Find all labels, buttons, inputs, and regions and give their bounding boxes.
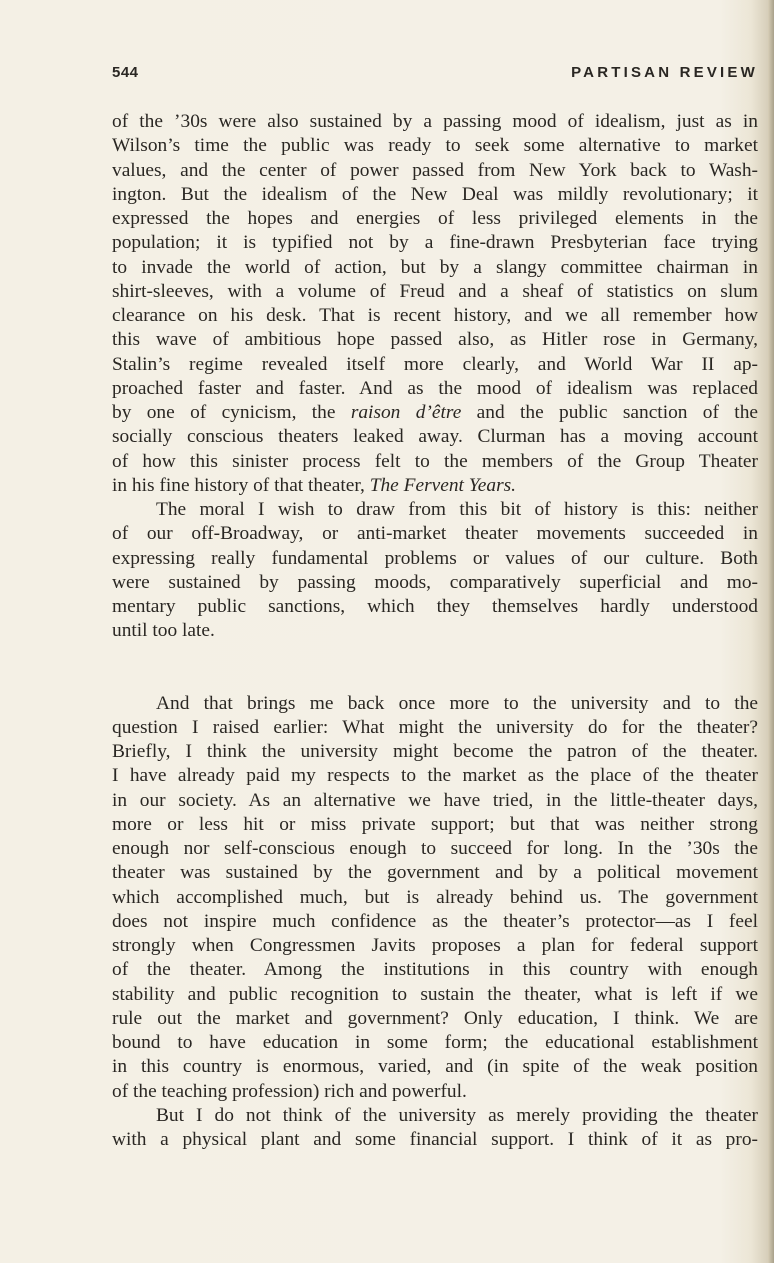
text-line: The moral I wish to draw from this bit of history is this: neither bbox=[156, 499, 758, 520]
text-line: of the teaching profession) rich and powerful. bbox=[112, 1080, 467, 1102]
text-line: I have already paid my respects to the market as the place of the theater bbox=[112, 765, 758, 787]
body-text bbox=[112, 110, 758, 1152]
page-number: 544 bbox=[112, 64, 139, 81]
text-line: mentary public sanctions, which they themselves hardly understood bbox=[112, 596, 758, 617]
paragraph-3 bbox=[112, 692, 758, 1104]
text-run: in his fine history of that theater, bbox=[112, 474, 370, 496]
text-line: Wilson’s time the public was ready to seek some alternative to market bbox=[112, 135, 758, 157]
text-line: does not inspire much confidence as the theater’s protector—as I feel bbox=[112, 910, 758, 932]
paragraph-4 bbox=[112, 1104, 758, 1153]
text-line: Stalin’s regime revealed itself more clearly, and World War II ap- bbox=[112, 353, 758, 375]
paragraph-1 bbox=[112, 110, 758, 498]
page-header bbox=[112, 64, 758, 88]
text-line: of our off-Broadway, or anti-market theater movements succeeded in bbox=[112, 523, 758, 545]
page-spine-shadow bbox=[768, 0, 774, 1263]
text-line: more or less hit or miss private support; but that was neither strong bbox=[112, 813, 758, 835]
italic-book-title: The Fervent Years. bbox=[369, 474, 517, 496]
text-line: stability and public recognition to sustain the theater, what is left if we bbox=[112, 983, 758, 1005]
text-line: enough nor self-conscious enough to succeed for long. In the ’30s the bbox=[112, 838, 758, 859]
text-line: to invade the world of action, but by a slangy committee chairman in bbox=[112, 256, 758, 278]
text-line: bound to have education in some form; the educational establishment bbox=[112, 1032, 758, 1053]
text-line: But I do not think of the university as merely providing the theater bbox=[156, 1104, 758, 1126]
section-break bbox=[112, 644, 758, 692]
text-run: by one of cynicism, the bbox=[112, 402, 351, 423]
text-line: Briefly, I think the university might become the patron of the theater. bbox=[112, 741, 758, 762]
text-line: expressed the hopes and energies of less privileged elements in the bbox=[112, 208, 758, 229]
text-line: And that brings me back once more to the university and to the bbox=[156, 692, 758, 714]
text-line: values, and the center of power passed from New York back to Wash- bbox=[112, 159, 758, 181]
text-line: until too late. bbox=[112, 620, 215, 642]
text-line: of the theater. Among the institutions in this country with enough bbox=[112, 959, 758, 981]
italic-phrase: raison d’être bbox=[350, 402, 462, 423]
text-line: shirt-sleeves, with a volume of Freud and a sheaf of statistics on slum bbox=[112, 280, 758, 302]
paragraph-2 bbox=[112, 498, 758, 644]
text-line: in our society. As an alternative we have tried, in the little-theater days, bbox=[112, 789, 758, 811]
text-line: strongly when Congressmen Javits proposes a plan for federal support bbox=[112, 935, 758, 956]
text-line bbox=[112, 401, 758, 425]
text-line bbox=[112, 474, 758, 498]
text-line: clearance on his desk. That is recent history, and we all remember how bbox=[112, 305, 758, 326]
text-line: expressing really fundamental problems or values of our culture. Both bbox=[112, 547, 758, 569]
text-line: rule out the market and government? Only education, I think. We are bbox=[112, 1007, 758, 1029]
text-line: proached faster and faster. And as the mood of idealism was replaced bbox=[112, 377, 758, 399]
text-line: theater was sustained by the government and by a political movement bbox=[112, 862, 758, 884]
text-line: socially conscious theaters leaked away. Clurman has a moving account bbox=[112, 426, 758, 448]
text-line: with a physical plant and some financial support. I think of it as pro- bbox=[112, 1129, 758, 1150]
text-line: of how this sinister process felt to the members of the Group Theater bbox=[112, 450, 758, 472]
text-line: which accomplished much, but is already behind us. The government bbox=[112, 886, 758, 908]
text-line: this wave of ambitious hope passed also, as Hitler rose in Germany, bbox=[112, 329, 758, 351]
text-line: in this country is enormous, varied, and (in spite of the weak position bbox=[112, 1056, 758, 1078]
text-line: population; it is typified not by a fine-drawn Presbyterian face trying bbox=[112, 232, 758, 254]
text-line: of the ’30s were also sustained by a passing mood of idealism, just as in bbox=[112, 111, 758, 132]
text-line: were sustained by passing moods, comparatively superficial and mo- bbox=[112, 571, 758, 593]
text-run: and the public sanction of the bbox=[461, 402, 758, 423]
text-line: ington. But the idealism of the New Deal was mildly revolutionary; it bbox=[112, 183, 758, 205]
running-head: PARTISAN REVIEW bbox=[571, 64, 758, 81]
text-line: question I raised earlier: What might the university do for the theater? bbox=[112, 716, 758, 738]
